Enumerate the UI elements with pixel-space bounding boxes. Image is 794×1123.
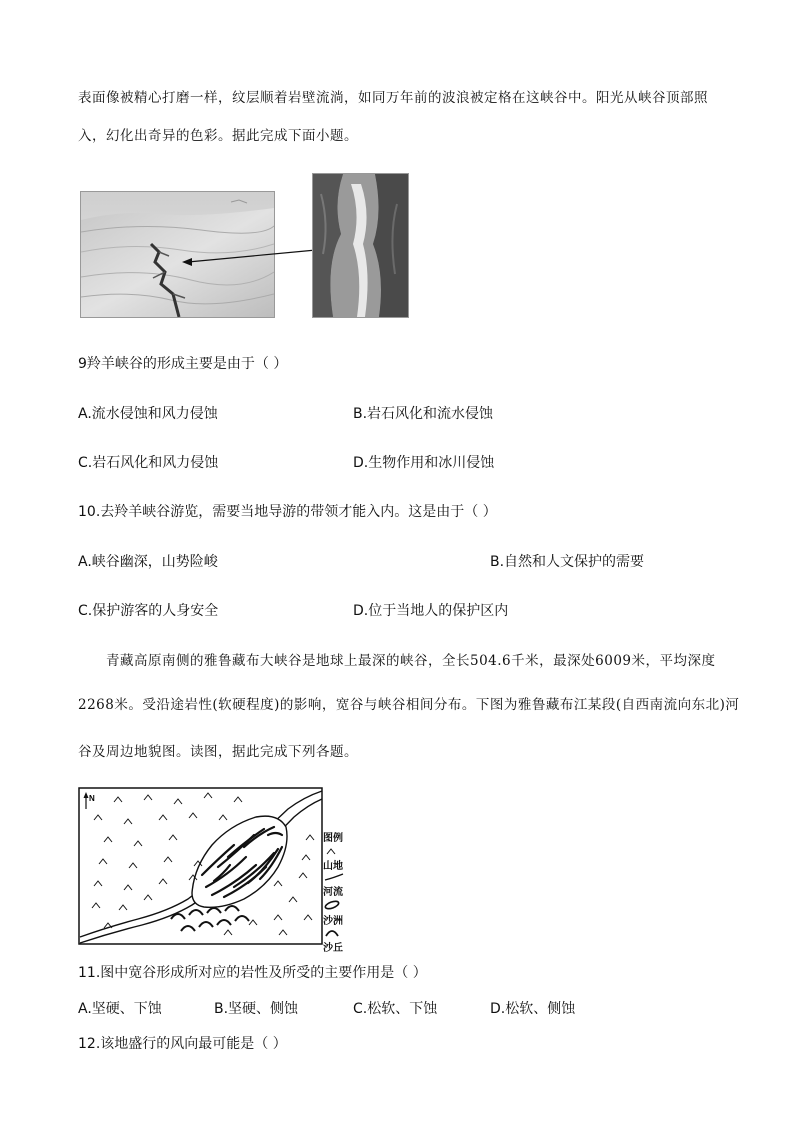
q12-stem: 12.该地盛行的风向最可能是（ ） <box>78 1036 287 1052</box>
legend-dune-label: 沙丘 <box>323 943 343 954</box>
intro2-text-line-2: 2268米。受沿途岩性(软硬程度)的影响，宽谷与峡谷相间分布。下图为雅鲁藏布江某段(自西南流向东北)河 <box>78 697 740 713</box>
q11-option-b[interactable]: B.坚硬、侧蚀 <box>214 1001 299 1017</box>
q9-option-d[interactable]: D.生物作用和冰川侵蚀 <box>353 455 495 471</box>
q11-option-c[interactable]: C.松软、下蚀 <box>353 1001 438 1017</box>
q10-stem: 10.去羚羊峡谷游览，需要当地导游的带领才能入内。这是由于（ ） <box>78 504 497 520</box>
river-valley-map <box>78 787 323 945</box>
legend-mountain-icon <box>323 846 347 856</box>
intro-text-line-1: 表面像被精心打磨一样，纹层顺着岩壁流淌，如同万年前的波浪被定格在这峡谷中。阳光从峡谷顶部照 <box>78 90 708 106</box>
north-label: N <box>89 794 95 803</box>
q10-option-b[interactable]: B.自然和人文保护的需要 <box>490 554 645 570</box>
legend-sandbar-label: 沙洲 <box>323 916 343 927</box>
intro2-text-line-1: 青藏高原南侧的雅鲁藏布大峡谷是地球上最深的峡谷，全长504.6千米，最深处6009米，平均深度 <box>106 653 716 669</box>
q11-stem: 11.图中宽谷形成所对应的岩性及所受的主要作用是（ ） <box>78 965 427 981</box>
q10-option-c[interactable]: C.保护游客的人身安全 <box>78 603 219 619</box>
intro-text-line-2: 入，幻化出奇异的色彩。据此完成下面小题。 <box>78 128 358 144</box>
q9-option-c[interactable]: C.岩石风化和风力侵蚀 <box>78 455 219 471</box>
photo-link-arrow <box>180 240 320 270</box>
q9-option-a[interactable]: A.流水侵蚀和风力侵蚀 <box>78 406 218 422</box>
legend-river-icon <box>323 872 347 882</box>
q10-option-d[interactable]: D.位于当地人的保护区内 <box>353 603 509 619</box>
legend-sandbar-icon <box>323 899 347 911</box>
intro2-text-line-3: 谷及周边地貌图。读图，据此完成下列各题。 <box>78 744 358 760</box>
legend-river-label: 河流 <box>323 887 343 898</box>
q9-stem: 9羚羊峡谷的形成主要是由于（ ） <box>78 356 288 372</box>
q11-option-d[interactable]: D.松软、侧蚀 <box>490 1001 576 1017</box>
legend-dune-icon <box>323 926 347 938</box>
q9-option-b[interactable]: B.岩石风化和流水侵蚀 <box>353 406 494 422</box>
slot-canyon-photo <box>312 173 409 318</box>
q11-option-a[interactable]: A.坚硬、下蚀 <box>78 1001 162 1017</box>
legend-mountain-label: 山地 <box>323 861 343 872</box>
q10-option-a[interactable]: A.峡谷幽深，山势险峻 <box>78 554 218 570</box>
legend-title: 图例 <box>323 833 343 844</box>
